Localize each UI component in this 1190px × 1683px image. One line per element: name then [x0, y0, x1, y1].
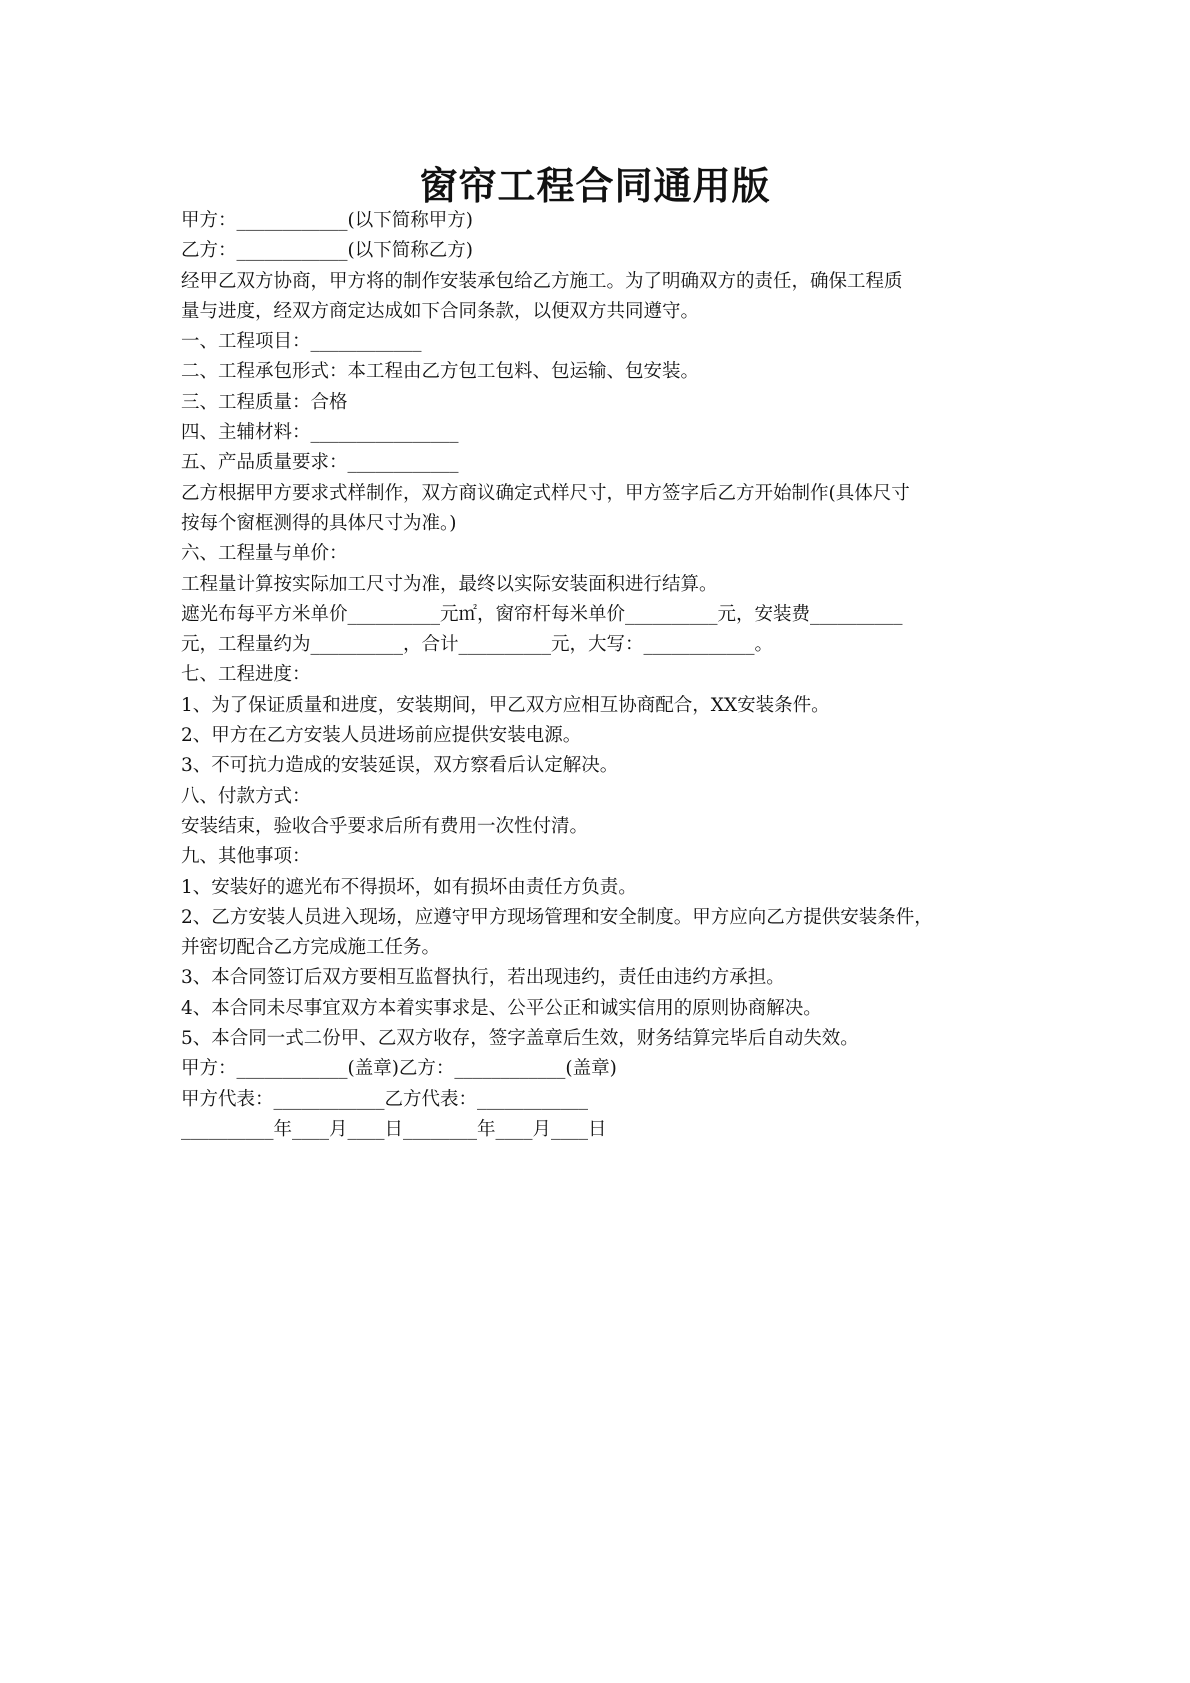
- clause-7-item-2: 2、甲方在乙方安装人员进场前应提供安装电源。: [181, 725, 582, 747]
- document-title: 窗帘工程合同通用版: [419, 164, 771, 208]
- clause-7-item-3: 3、不可抗力造成的安装延误，双方察看后认定解决。: [181, 755, 619, 777]
- signature-seal-line: 甲方：____________(盖章)乙方：____________(盖章): [181, 1058, 617, 1080]
- clause-5-text-1: 乙方根据甲方要求式样制作，双方商议确定式样尺寸，甲方签字后乙方开始制作(具体尺寸: [181, 482, 910, 504]
- clause-5-text-2: 按每个窗框测得的具体尺寸为准。): [181, 512, 457, 534]
- clause-5-product-quality: 五、产品质量要求：____________: [181, 452, 459, 474]
- clause-6-heading: 六、工程量与单价：: [181, 543, 348, 565]
- signature-date-line: __________年____月____日________年____月____日: [181, 1118, 607, 1140]
- clause-7-heading: 七、工程进度：: [181, 664, 311, 686]
- clause-8-text: 安装结束，验收合乎要求后所有费用一次性付清。: [181, 815, 589, 837]
- clause-9-item-5: 5、本合同一式二份甲、乙双方收存，签字盖章后生效，财务结算完毕后自动失效。: [181, 1028, 859, 1050]
- intro-line-1: 经甲乙双方协商，甲方将的制作安装承包给乙方施工。为了明确双方的责任，确保工程质: [181, 270, 903, 292]
- clause-9-item-3: 3、本合同签订后双方要相互监督执行，若出现违约，责任由违约方承担。: [181, 967, 785, 989]
- clause-9-heading: 九、其他事项：: [181, 846, 311, 868]
- intro-line-2: 量与进度，经双方商定达成如下合同条款，以便双方共同遵守。: [181, 300, 700, 322]
- party-b-line: 乙方：____________(以下简称乙方): [181, 240, 473, 262]
- clause-6-text-1: 工程量计算按实际加工尺寸为准，最终以实际安装面积进行结算。: [181, 573, 718, 595]
- clause-9-item-2b: 并密切配合乙方完成施工任务。: [181, 937, 441, 959]
- clause-9-item-2a: 2、乙方安装人员进入现场，应遵守甲方现场管理和安全制度。甲方应向乙方提供安装条件，: [181, 906, 933, 928]
- clause-9-item-4: 4、本合同未尽事宜双方本着实事求是、公平公正和诚实信用的原则协商解决。: [181, 997, 822, 1019]
- signature-representative-line: 甲方代表：____________乙方代表：____________: [181, 1088, 589, 1110]
- clause-4-materials: 四、主辅材料：________________: [181, 422, 459, 444]
- clause-7-item-1: 1、为了保证质量和进度，安装期间，甲乙双方应相互协商配合，XX安装条件。: [181, 694, 830, 716]
- party-a-line: 甲方：____________(以下简称甲方): [181, 210, 473, 231]
- clause-8-heading: 八、付款方式：: [181, 785, 311, 807]
- clause-2-contract-form: 二、工程承包形式：本工程由乙方包工包料、包运输、包安装。: [181, 361, 700, 383]
- clause-6-prices-2: 元，工程量约为__________，合计__________元，大写：____________。: [181, 634, 774, 656]
- clause-3-quality: 三、工程质量：合格: [181, 391, 348, 413]
- document-body: [181, 206, 1011, 1145]
- clause-1-project: 一、工程项目：____________: [181, 331, 422, 353]
- clause-6-prices-1: 遮光布每平方米单价__________元㎡，窗帘杆每米单价__________元，安装费__________: [181, 603, 903, 625]
- clause-9-item-1: 1、安装好的遮光布不得损坏，如有损坏由责任方负责。: [181, 876, 637, 898]
